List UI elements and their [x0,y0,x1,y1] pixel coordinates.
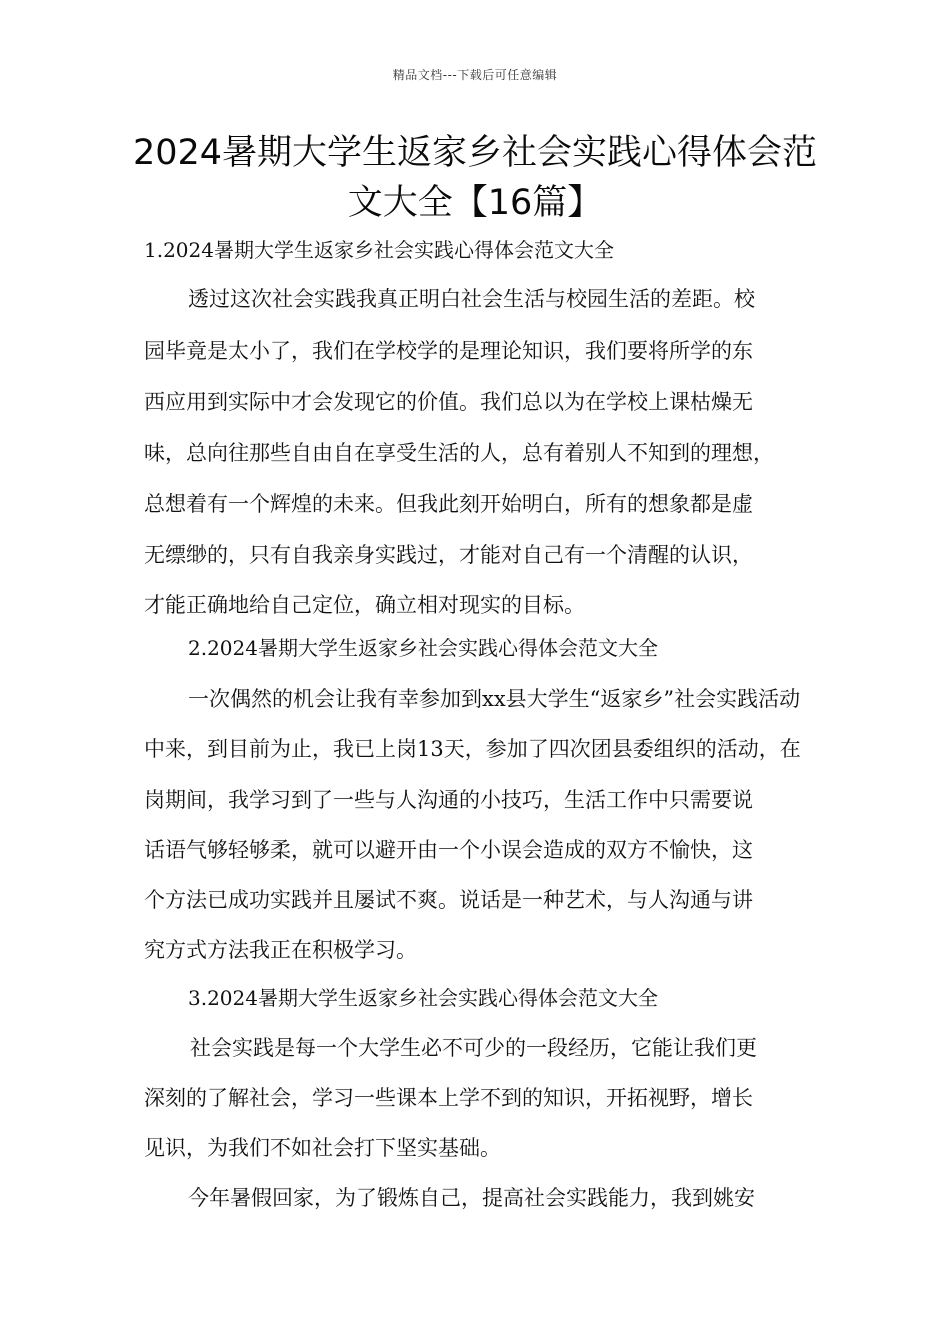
document-title: 2024暑期大学生返家乡社会实践心得体会范文大全【16篇】 [132,133,818,223]
paragraph-line: 究方式方法我正在积极学习。 [144,938,417,962]
paragraph-line: 西应用到实际中才会发现它的价值。我们总以为在学校上课枯燥无 [144,390,753,414]
paragraph-line: 见识，为我们不如社会打下坚实基础。 [144,1136,501,1160]
header-note: 精品文档---下载后可任意编辑 [392,68,558,82]
paragraph-line: 今年暑假回家，为了锻炼自己，提高社会实践能力，我到姚安 [188,1186,755,1210]
paragraph-line: 无缥缈的，只有自我亲身实践过，才能对自己有一个清醒的认识， [144,543,753,567]
paragraph-line: 一次偶然的机会让我有幸参加到xx县大学生“返家乡”社会实践活动 [188,687,801,711]
paragraph-line: 个方法已成功实践并且屡试不爽。说话是一种艺术，与人沟通与讲 [144,888,753,912]
paragraph-line: 透过这次社会实践我真正明白社会生活与校园生活的差距。校 [188,287,755,311]
section-3-heading: 3.2024暑期大学生返家乡社会实践心得体会范文大全 [188,986,658,1010]
paragraph-line: 社会实践是每一个大学生必不可少的一段经历，它能让我们更 [190,1036,757,1060]
paragraph-line: 味，总向往那些自由自在享受生活的人，总有着别人不知到的理想， [144,441,774,465]
paragraph-line: 中来，到目前为止，我已上岗13天，参加了四次团县委组织的活动，在 [144,737,801,761]
section-2-heading: 2.2024暑期大学生返家乡社会实践心得体会范文大全 [188,636,658,660]
section-1-heading: 1.2024暑期大学生返家乡社会实践心得体会范文大全 [144,238,614,262]
paragraph-line: 才能正确地给自己定位，确立相对现实的目标。 [144,593,585,617]
paragraph-line: 话语气够轻够柔，就可以避开由一个小误会造成的双方不愉快，这 [144,838,753,862]
paragraph-line: 总想着有一个辉煌的未来。但我此刻开始明白，所有的想象都是虚 [144,492,753,516]
paragraph-line: 岗期间，我学习到了一些与人沟通的小技巧，生活工作中只需要说 [144,788,753,812]
paragraph-line: 园毕竟是太小了，我们在学校学的是理论知识，我们要将所学的东 [144,339,753,363]
paragraph-line: 深刻的了解社会，学习一些课本上学不到的知识，开拓视野，增长 [144,1086,753,1110]
